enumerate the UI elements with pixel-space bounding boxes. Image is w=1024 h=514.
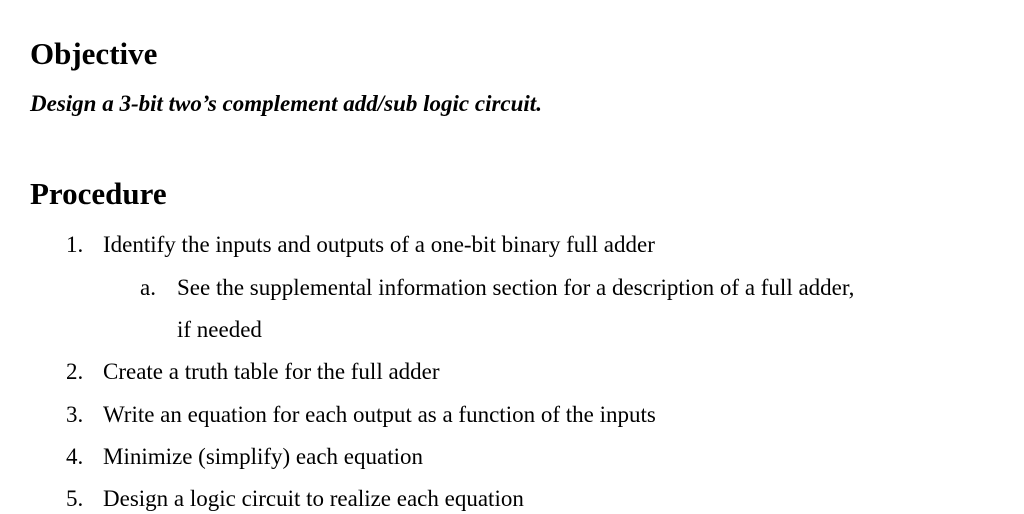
substep-letter: a. <box>140 275 156 300</box>
substep-text-line-2: if needed <box>177 317 262 342</box>
step-number: 5. <box>66 486 84 511</box>
step-text: Write an equation for each output as a function of the inputs <box>103 402 656 427</box>
step-number: 2. <box>66 359 84 384</box>
procedure-heading: Procedure <box>30 176 167 211</box>
step-text: Identify the inputs and outputs of a one-bit binary full adder <box>103 232 655 257</box>
step-number: 3. <box>66 402 84 427</box>
step-text: Minimize (simplify) each equation <box>103 444 423 469</box>
step-text: Create a truth table for the full adder <box>103 359 440 384</box>
objective-statement: Design a 3-bit two’s complement add/sub logic circuit. <box>30 91 542 116</box>
objective-heading: Objective <box>30 36 158 71</box>
step-number: 1. <box>66 232 84 257</box>
substep-text-line-1: See the supplemental information section for a description of a full adder, <box>177 275 855 300</box>
step-text: Design a logic circuit to realize each equation <box>103 486 524 511</box>
step-number: 4. <box>66 444 84 469</box>
